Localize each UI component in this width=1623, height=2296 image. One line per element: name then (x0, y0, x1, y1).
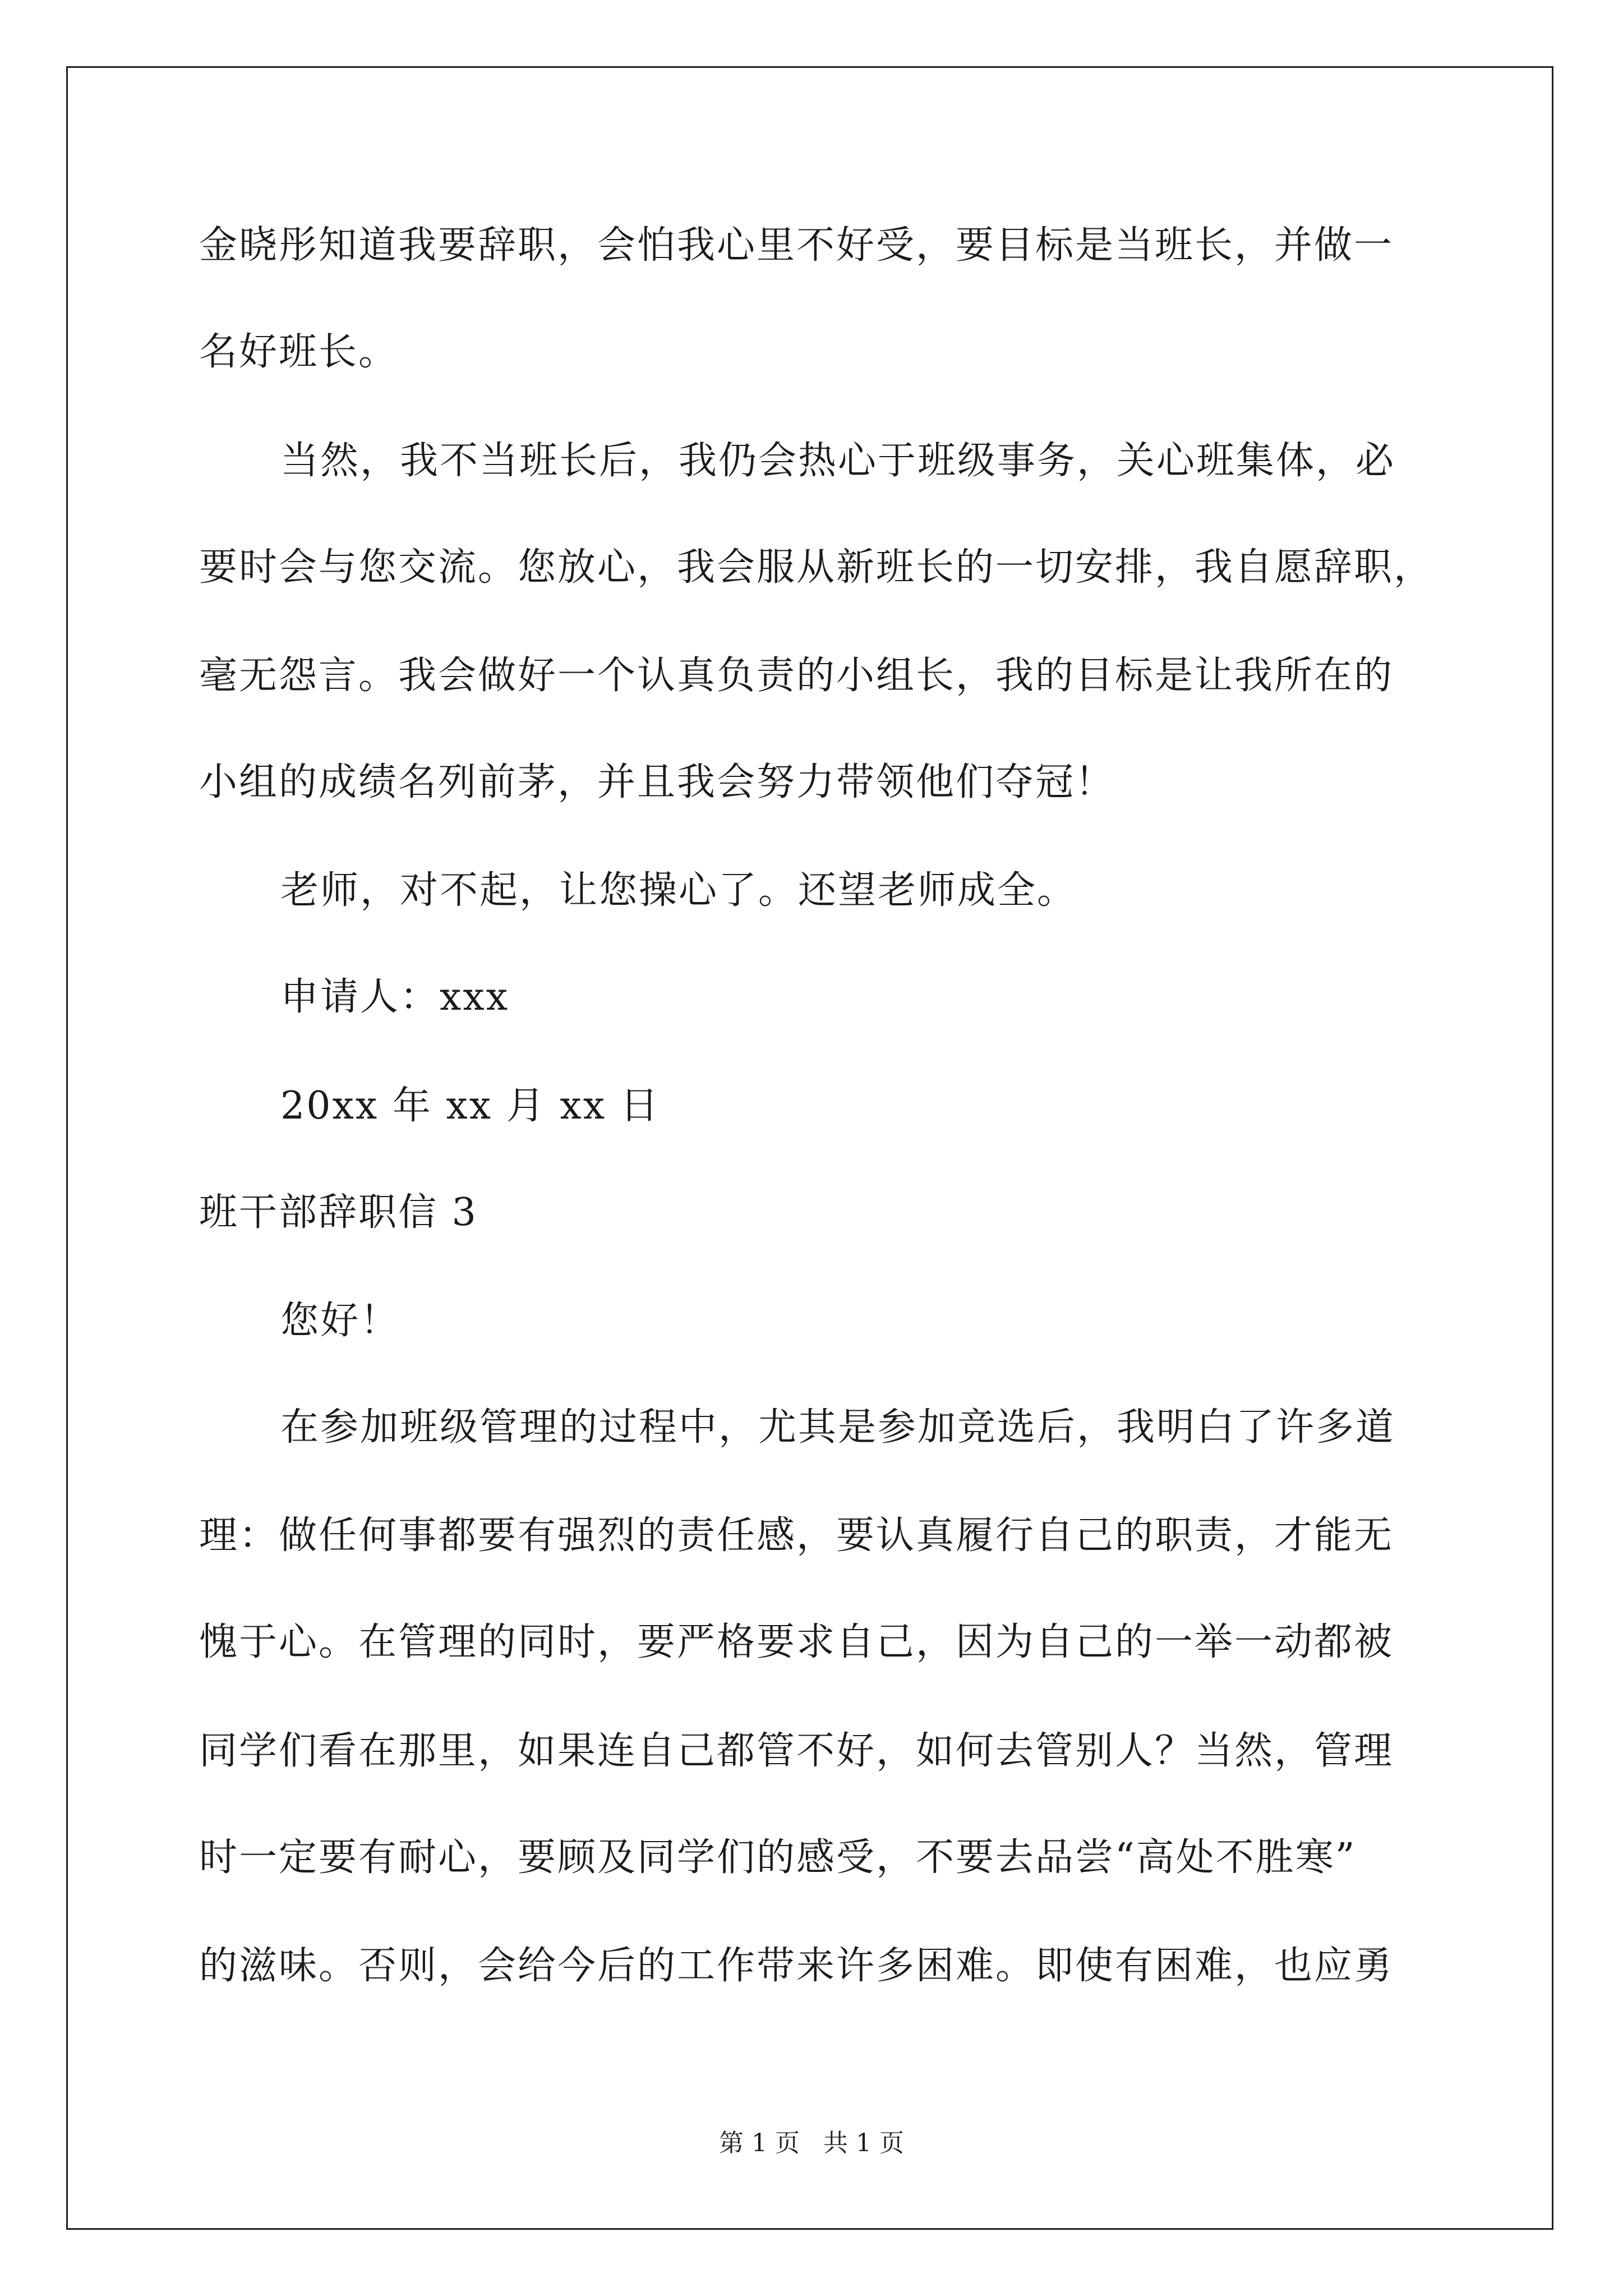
text-line-14: 愧于心。在管理的同时，要严格要求自己，因为自己的一举一动都被 (199, 1620, 1394, 1664)
text-line-17: 的滋味。否则，会给今后的工作带来许多困难。即使有困难，也应勇 (199, 1944, 1394, 1988)
text-line-2: 名好班长。 (199, 330, 399, 374)
page-footer: 第 1 页 共 1 页 (719, 2129, 904, 2157)
text-line-4: 要时会与您交流。您放心，我会服从新班长的一切安排，我自愿辞职， (199, 545, 1434, 590)
text-line-13: 理：做任何事都要有强烈的责任感，要认真履行自己的职责，才能无 (199, 1513, 1394, 1558)
text-line-12: 在参加班级管理的过程中，尤其是参加竞选后，我明白了许多道 (280, 1405, 1396, 1450)
text-line-6: 小组的成绩名列前茅，并且我会努力带领他们夺冠！ (199, 760, 1115, 804)
text-line-15: 同学们看在那里，如果连自己都管不好，如何去管别人？当然，管理 (199, 1729, 1394, 1773)
date-line: 20xx 年 xx 月 xx 日 (280, 1084, 660, 1128)
page-border (66, 66, 1553, 2230)
text-line-3: 当然，我不当班长后，我仍会热心于班级事务，关心班集体，必 (280, 439, 1396, 483)
text-line-16: 时一定要有耐心，要顾及同学们的感受，不要去品尝“高处不胜寒” (199, 1835, 1357, 1880)
section-title: 班干部辞职信 3 (199, 1190, 478, 1235)
text-line-1: 金晓彤知道我要辞职，会怕我心里不好受，要目标是当班长，并做一 (199, 223, 1394, 268)
applicant-line: 申请人：xxx (280, 975, 510, 1019)
text-line-7: 老师，对不起，让您操心了。还望老师成全。 (280, 868, 1077, 913)
text-line-5: 毫无怨言。我会做好一个认真负责的小组长，我的目标是让我所在的 (199, 654, 1394, 698)
greeting-line: 您好！ (280, 1299, 400, 1343)
